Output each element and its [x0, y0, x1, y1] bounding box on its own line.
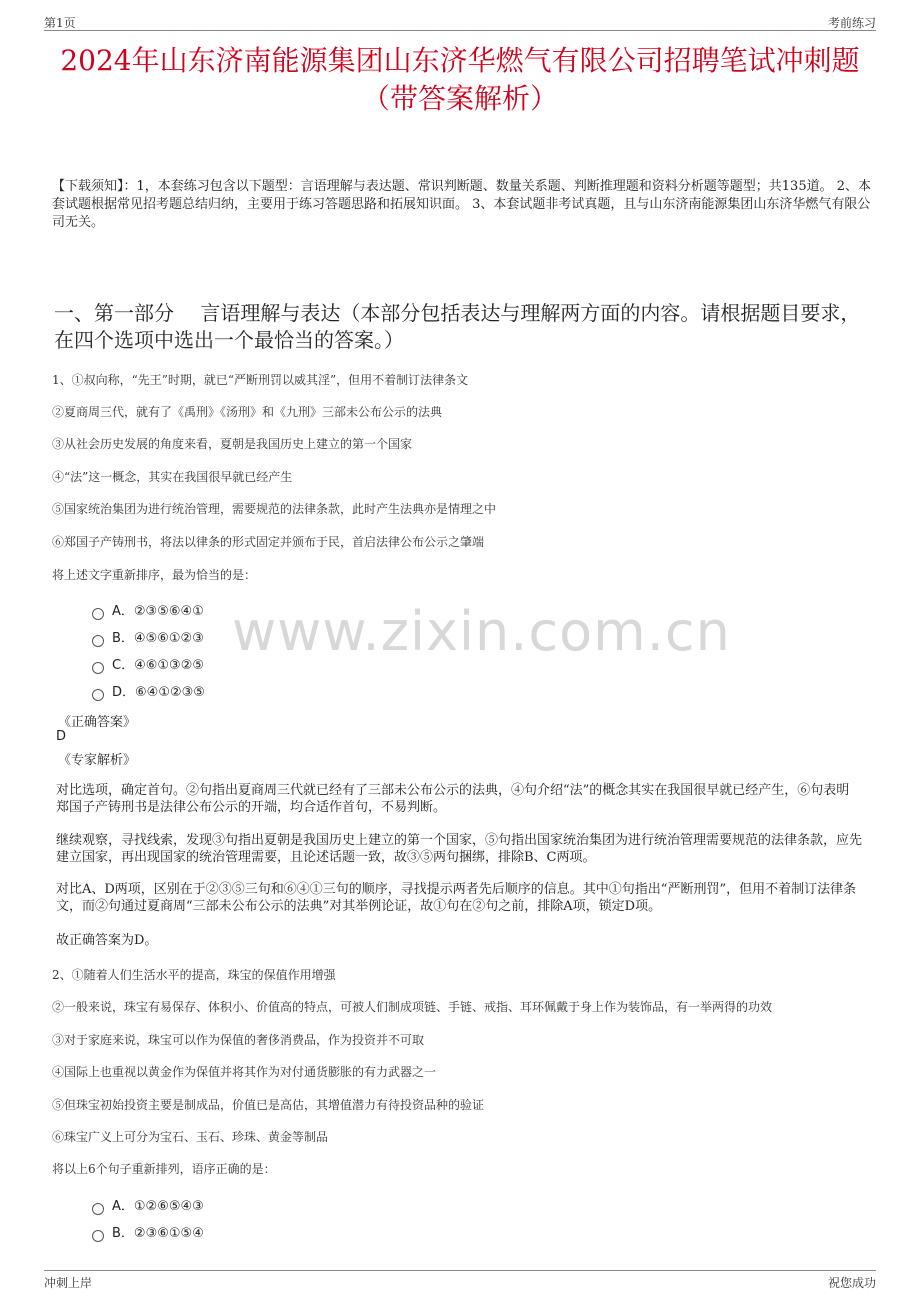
watermark: www.zixin.com.cn	[232, 600, 731, 663]
q1-line: ④“法”这一概念，其实在我国很早就已经产生	[52, 470, 293, 484]
q1-line: ②夏商周三代，就有了《禹刑》《汤刑》和《九刑》三部未公布公示的法典	[52, 405, 443, 419]
analysis-label: 《专家解析》	[58, 753, 137, 768]
radio-icon[interactable]	[92, 635, 104, 647]
analysis-paragraph: 对比A、D两项，区别在于②③⑤三句和⑥④①三句的顺序，寻找提示两者先后顺序的信息。其中①句指出“严断刑罚”，但用不着制订法律条文，而②句通过夏商周“三部未公布公示的法典”对其举例论证，故①句在②句之前，排除A项，锁定D项。	[56, 882, 857, 914]
q1-line: ⑥郑国子产铸刑书，将法以律条的形式固定并颁布于民，首启法律公布公示之肇端	[52, 535, 485, 549]
q1-line: ⑤国家统治集团为进行统治管理，需要规范的法律条款，此时产生法典亦是情理之中	[52, 502, 497, 516]
q1-option-b[interactable]: B．④⑤⑥①②③	[92, 627, 204, 646]
q2-stem: 2、①随着人们生活水平的提高，珠宝的保值作用增强	[52, 968, 336, 982]
q1-stem: 1、①叔向称，“先王”时期，就已“严断刑罚以威其淫”，但用不着制订法律条文	[52, 373, 469, 387]
answer-value: D	[56, 729, 67, 744]
download-notice: 【下载须知】：1，本套练习包含以下题型：言语理解与表达题、常识判断题、数量关系题、判断推理题和资料分析题等题型；共135道。 2、本套试题根据常见招考题总结归纳，主要用于练习答题思路和拓展知识面。 3、本套试题非考试真题，且与山东济南能源集团山东济华燃气有限公司无关。	[52, 179, 871, 230]
answer-label: 《正确答案》	[58, 715, 137, 730]
q2-option-a[interactable]: A．①②⑥⑤④③	[92, 1195, 204, 1214]
radio-icon[interactable]	[92, 689, 104, 701]
q2-line: ⑥珠宝广义上可分为宝石、玉石、珍珠、黄金等制品	[52, 1130, 329, 1144]
q2-line: ⑤但珠宝初始投资主要是制成品，价值已是高估，其增值潜力有待投资品种的验证	[52, 1098, 485, 1112]
analysis-conclusion: 故正确答案为D。	[56, 933, 158, 948]
q1-option-d[interactable]: D．⑥④①②③⑤	[92, 681, 205, 700]
radio-icon[interactable]	[92, 662, 104, 674]
q1-line: ③从社会历史发展的角度来看，夏朝是我国历史上建立的第一个国家	[52, 437, 413, 451]
q2-line: ④国际上也重视以黄金作为保值并将其作为对付通货膨胀的有力武器之一	[52, 1065, 437, 1079]
page-footer	[44, 1270, 876, 1293]
header-tag: 考前练习	[827, 16, 876, 30]
q2-option-b[interactable]: B．②③⑥①⑤④	[92, 1222, 204, 1241]
page-header	[44, 8, 876, 31]
q2-line: ②一般来说，珠宝有易保存、体积小、价值高的特点，可被人们制成项链、手链、戒指、耳环佩戴于身上作为装饰品，有一举两得的功效	[52, 1000, 773, 1014]
footer-right: 祝您成功	[827, 1276, 876, 1290]
q1-prompt: 将上述文字重新排序，最为恰当的是：	[52, 568, 257, 582]
section-heading: 一、第一部分 言语理解与表达（本部分包括表达与理解两方面的内容。请根据题目要求，在四个选项中选出一个最恰当的答案。）	[54, 301, 861, 352]
footer-left: 冲刺上岸	[44, 1276, 93, 1290]
radio-icon[interactable]	[92, 608, 104, 620]
analysis-paragraph: 继续观察，寻找线索，发现③句指出夏朝是我国历史上建立的第一个国家，⑤句指出国家统治集团为进行统治管理需要规范的法律条款，应先建立国家，再出现国家的统治管理需要，且论述话题一致，故③⑤两句捆绑，排除B、C两项。	[56, 833, 863, 865]
radio-icon[interactable]	[92, 1230, 104, 1242]
q1-option-a[interactable]: A．②③⑤⑥④①	[92, 600, 204, 619]
analysis-paragraph: 对比选项，确定首句。②句指出夏商周三代就已经有了三部未公布公示的法典，④句介绍“法”的概念其实在我国很早就已经产生，⑥句表明郑国子产铸刑书是法律公布公示的开端，均合适作首句，不易判断。	[56, 783, 850, 815]
q2-line: ③对于家庭来说，珠宝可以作为保值的奢侈消费品，作为投资并不可取	[52, 1033, 425, 1047]
radio-icon[interactable]	[92, 1203, 104, 1215]
q2-prompt: 将以上6个句子重新排列，语序正确的是：	[52, 1162, 276, 1176]
q1-option-c[interactable]: C．④⑥①③②⑤	[92, 654, 204, 673]
document-title: 2024年山东济南能源集团山东济华燃气有限公司招聘笔试冲刺题（带答案解析）	[60, 44, 860, 115]
page-number: 第1页	[44, 16, 76, 30]
